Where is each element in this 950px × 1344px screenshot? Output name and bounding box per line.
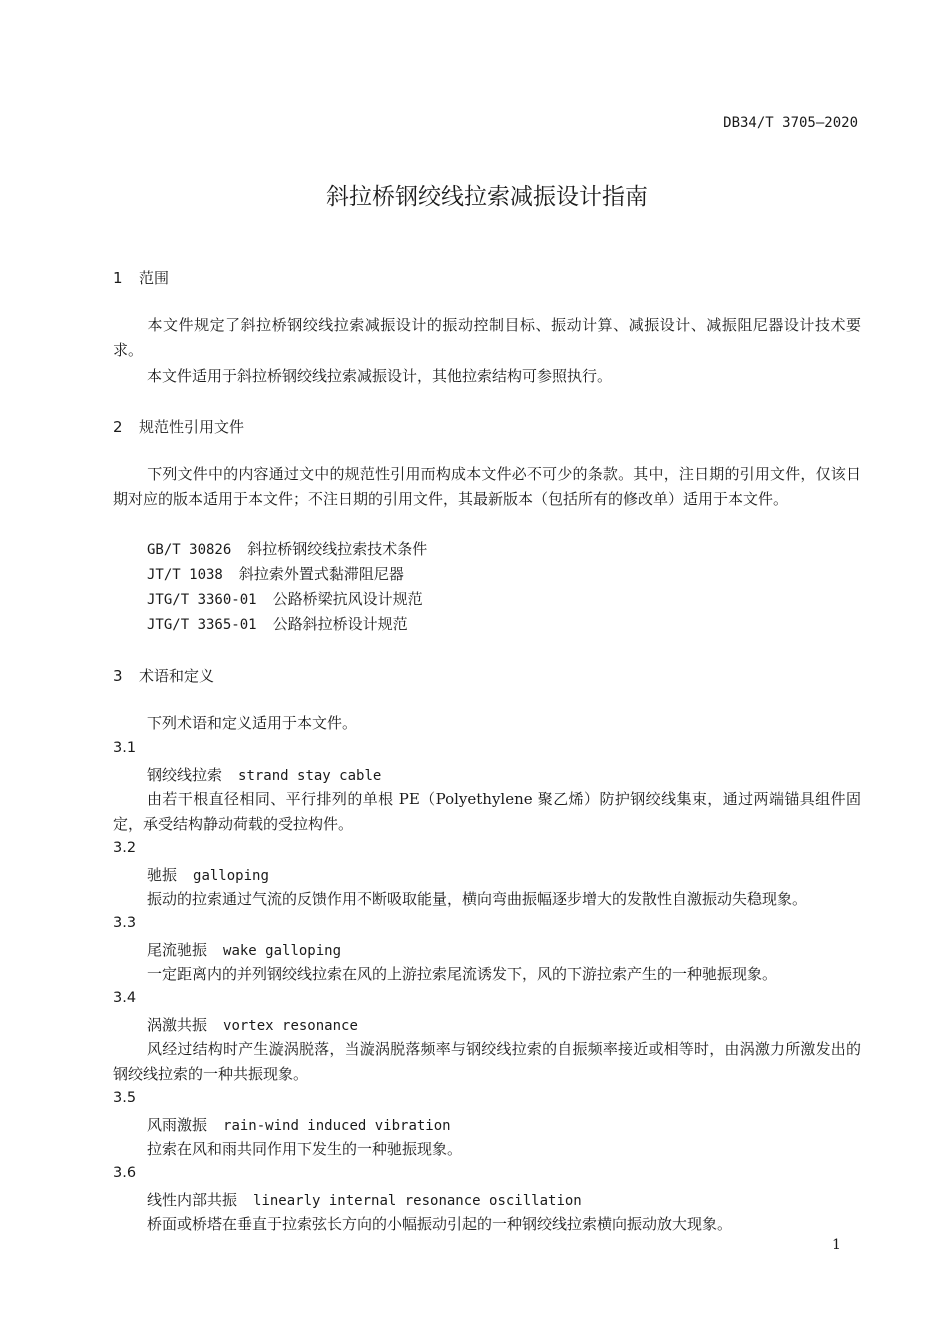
document-title: 斜拉桥钢绞线拉索减振设计指南	[326, 184, 648, 210]
section-heading-normative	[113, 416, 244, 437]
section-heading-scope	[113, 267, 169, 288]
terms-intro-paragraph: 下列术语和定义适用于本文件。	[147, 714, 358, 732]
section-number: 2	[113, 418, 123, 436]
term-definition: 桥面或桥塔在垂直于拉索弦长方向的小幅振动引起的一种钢绞线拉索横向振动放大现象。	[147, 1215, 733, 1233]
term-chinese: 线性内部共振	[147, 1191, 238, 1209]
term-number: 3.4	[113, 990, 137, 1006]
term-definition: 一定距离内的并列钢绞线拉索在风的上游拉索尾流诱发下，风的下游拉索产生的一种驰振现象。	[147, 965, 778, 983]
term-chinese: 风雨激振	[147, 1116, 208, 1134]
section-number: 1	[113, 269, 123, 287]
term-definition: 振动的拉索通过气流的反馈作用不断吸取能量，横向弯曲振幅逐步增大的发散性自激振动失稳现象。	[147, 890, 808, 908]
section-title: 规范性引用文件	[139, 418, 245, 436]
term-definition: 风经过结构时产生漩涡脱落，当漩涡脱落频率与钢绞线拉索的自振频率接近或相等时，由涡激力所激发出的钢绞线拉索的一种共振现象。	[113, 1040, 861, 1083]
normative-intro-paragraph: 下列文件中的内容通过文中的规范性引用而构成本文件必不可少的条款。其中，注日期的引用文件，仅该日期对应的版本适用于本文件；不注日期的引用文件，其最新版本（包括所有的修改单）适用于本文件。	[113, 465, 861, 508]
term-number: 3.6	[113, 1165, 137, 1181]
term-chinese: 尾流驰振	[147, 941, 208, 959]
term-english: wake galloping	[223, 943, 342, 959]
reference-item: GB/T 30826 斜拉桥钢绞线拉索技术条件	[147, 540, 428, 558]
section-title: 范围	[139, 269, 170, 287]
reference-item: JTG/T 3365-01 公路斜拉桥设计规范	[147, 615, 408, 633]
term-english: vortex resonance	[223, 1018, 358, 1034]
reference-item: JT/T 1038 斜拉索外置式黏滞阻尼器	[147, 565, 404, 583]
term-title	[147, 764, 381, 785]
scope-paragraph-2: 本文件适用于斜拉桥钢绞线拉索减振设计，其他拉索结构可参照执行。	[147, 367, 613, 385]
scope-paragraph-1: 本文件规定了斜拉桥钢绞线拉索减振设计的振动控制目标、振动计算、减振设计、减振阻尼器设计技术要求。	[113, 316, 861, 359]
term-definition: 由若干根直径相同、平行排列的单根 PE（Polyethylene 聚乙烯）防护钢绞线集束，通过两端锚具组件固定，承受结构静动荷载的受拉构件。	[113, 790, 861, 833]
section-title: 术语和定义	[139, 667, 215, 685]
term-chinese: 钢绞线拉索	[147, 766, 223, 784]
section-heading-terms	[113, 665, 214, 686]
reference-item: JTG/T 3360-01 公路桥梁抗风设计规范	[147, 590, 423, 608]
term-number: 3.2	[113, 840, 137, 856]
term-title	[147, 1189, 582, 1210]
document-number: DB34/T 3705—2020	[723, 115, 858, 131]
term-title	[147, 1114, 451, 1135]
term-english: linearly internal resonance oscillation	[253, 1193, 582, 1209]
term-english: galloping	[193, 868, 269, 884]
term-title	[147, 1014, 358, 1035]
term-title	[147, 864, 269, 885]
term-english: rain-wind induced vibration	[223, 1118, 451, 1134]
term-number: 3.1	[113, 740, 137, 756]
page-number: 1	[832, 1237, 841, 1253]
term-chinese: 涡激共振	[147, 1016, 208, 1034]
term-number: 3.5	[113, 1090, 137, 1106]
term-number: 3.3	[113, 915, 137, 931]
term-title	[147, 939, 341, 960]
term-chinese: 驰振	[147, 866, 178, 884]
section-number: 3	[113, 667, 123, 685]
term-definition: 拉索在风和雨共同作用下发生的一种驰振现象。	[147, 1140, 463, 1158]
term-english: strand stay cable	[238, 768, 382, 784]
